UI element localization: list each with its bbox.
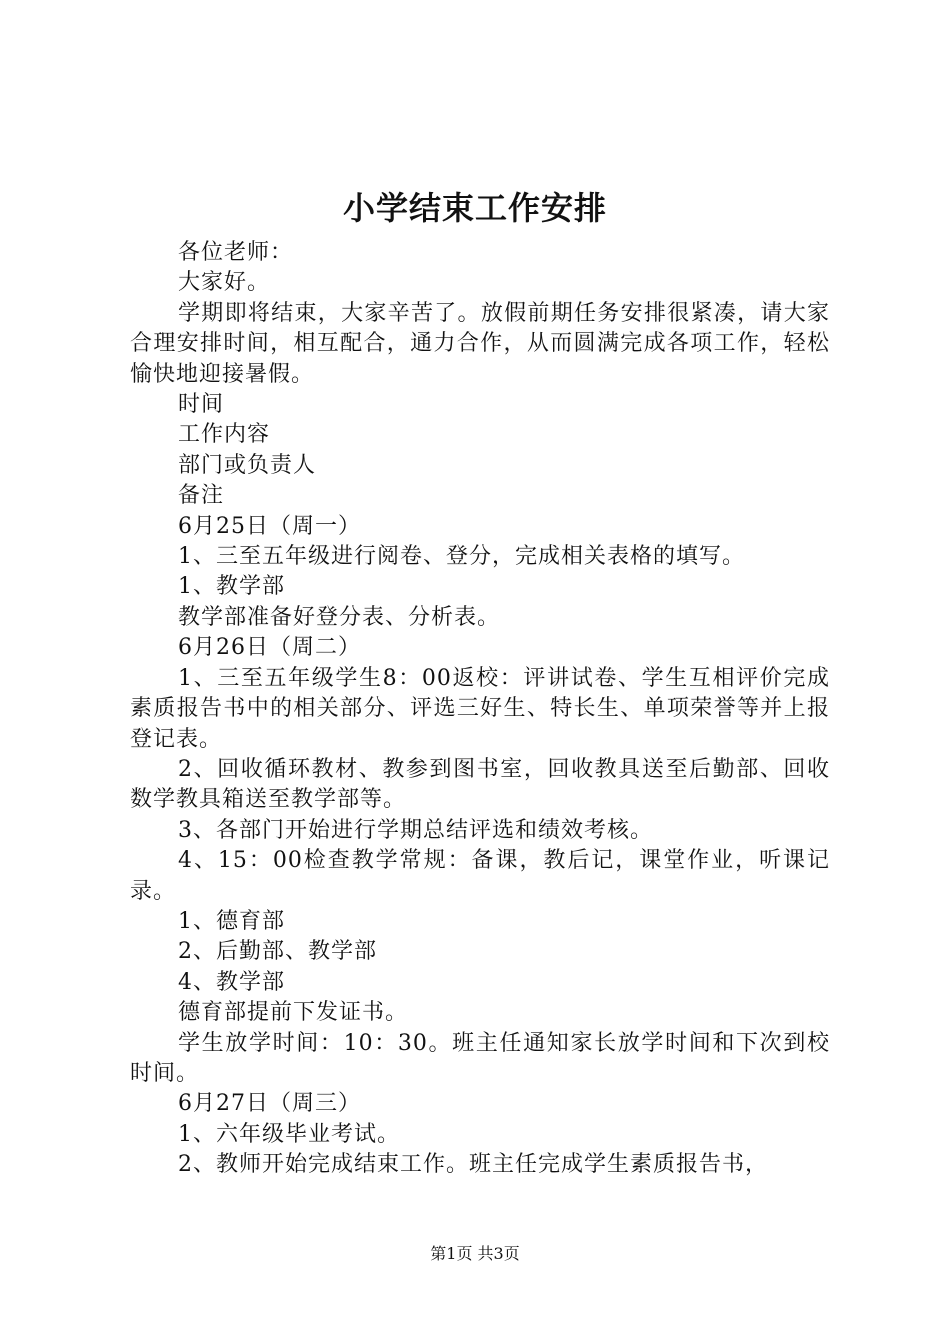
paragraph: 部门或负责人 [178,452,317,478]
paragraph: 1、教学部 [178,574,285,600]
page-footer: 第1页 共3页 [430,1244,520,1263]
paragraph: 教学部准备好登分表、分析表。 [178,604,501,630]
paragraph: 德育部提前下发证书。 [178,1000,409,1026]
paragraph: 工作内容 [178,422,271,448]
paragraph: 3、各部门开始进行学期总结评选和绩效考核。 [178,817,653,843]
document-title: 小学结束工作安排 [342,189,607,227]
paragraph: 1、六年级毕业考试。 [178,1121,400,1147]
paragraph: 6月25日（周一） [178,513,361,539]
paragraph: 备注 [178,483,225,509]
paragraph: 大家好。 [178,270,271,296]
paragraph: 1、德育部 [178,908,285,934]
paragraph: 6月27日（周三） [178,1091,361,1117]
paragraph: 各位老师： [178,240,294,265]
paragraph: 2、回收循环教材、教参到图书室，回收教具送至后勤部、回收数学教具箱送至教学部等。 [130,756,830,813]
paragraph: 学生放学时间：10：30。班主任通知家长放学时间和下次到校时间。 [130,1030,830,1086]
paragraph: 1、三至五年级进行阅卷、登分，完成相关表格的填写。 [178,544,745,570]
paragraph: 2、后勤部、教学部 [178,939,377,965]
paragraph: 时间 [178,392,225,418]
paragraph: 6月26日（周二） [178,635,361,661]
paragraph: 学期即将结束，大家辛苦了。放假前期任务安排很紧凑，请大家合理安排时间，相互配合，通力合作，从而圆满完成各项工作，轻松愉快地迎接暑假。 [130,300,830,387]
document-body [130,238,830,1181]
paragraph: 2、教师开始完成结束工作。班主任完成学生素质报告书， [178,1152,768,1178]
paragraph: 4、教学部 [178,969,285,995]
paragraph: 1、三至五年级学生8：00返校：评讲试卷、学生互相评价完成素质报告书中的相关部分、评选三好生、特长生、单项荣誉等并上报登记表。 [130,665,830,752]
paragraph: 4、15：00检查教学常规：备课，教后记，课堂作业，听课记录。 [130,848,830,904]
